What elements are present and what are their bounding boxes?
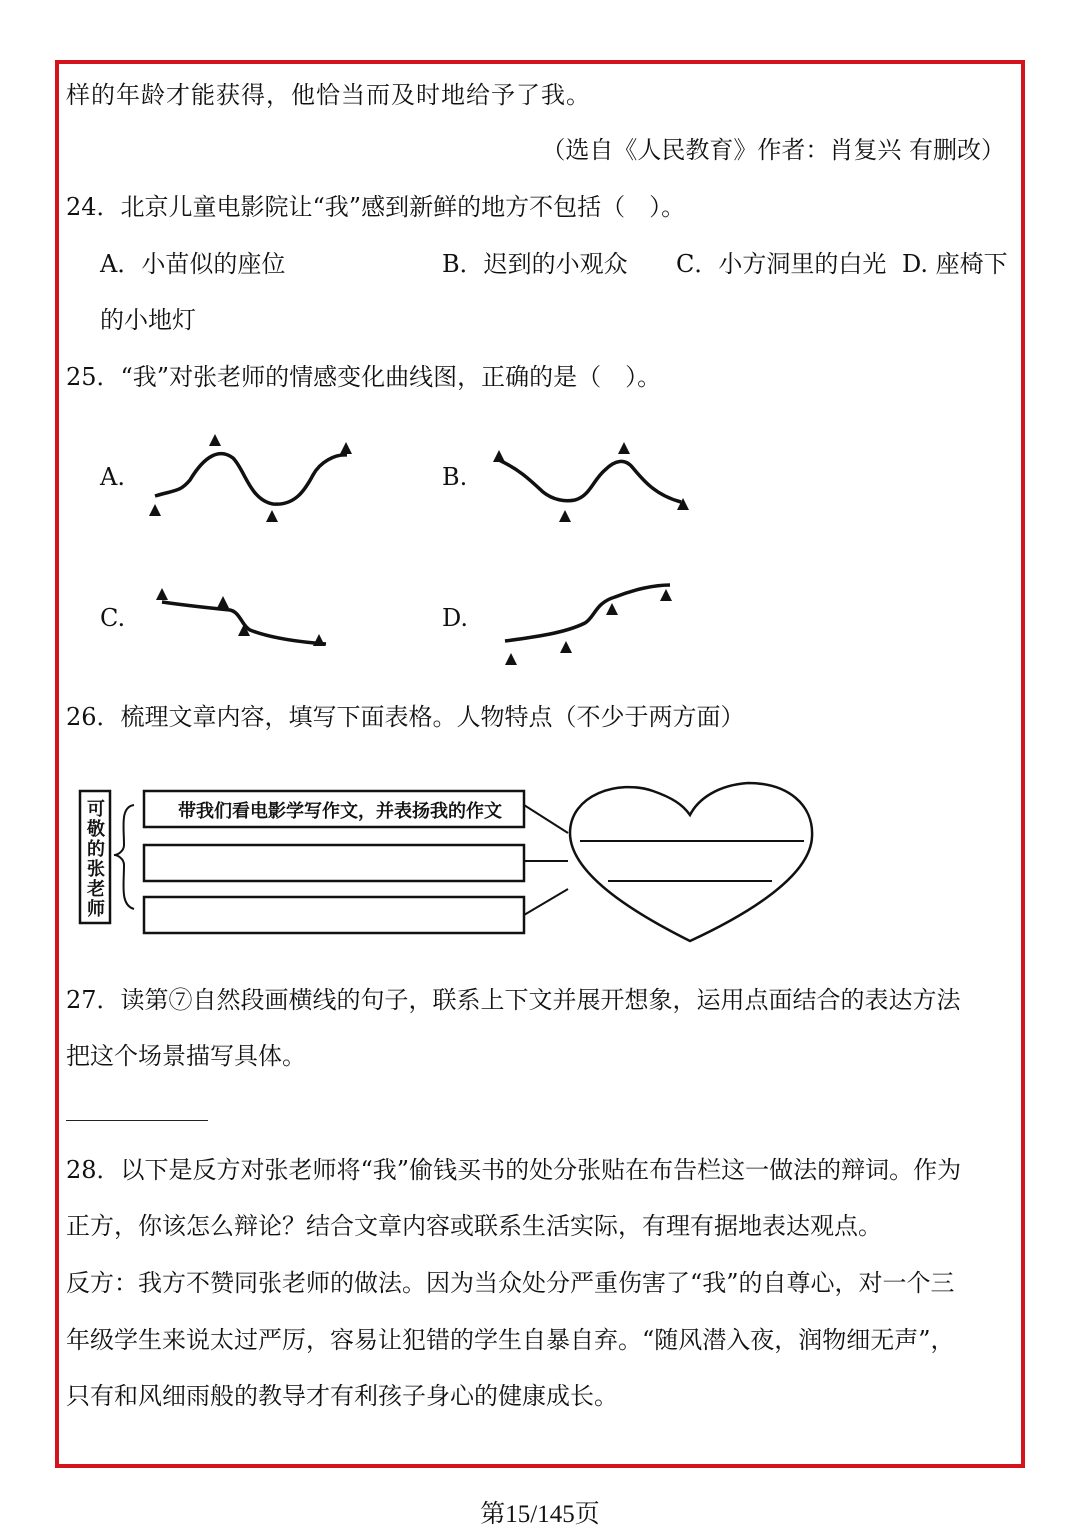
passage-source: （选自《人民教育》作者：肖复兴 有删改） bbox=[541, 136, 1005, 164]
q25-stem: 25．“我”对张老师的情感变化曲线图，正确的是（ ）。 bbox=[66, 363, 662, 391]
q28-line5: 只有和风细雨般的教导才有利孩子身心的健康成长。 bbox=[66, 1382, 618, 1410]
q27-answer-line bbox=[66, 1120, 208, 1121]
q24-option-d: D. 座椅下 bbox=[902, 250, 1008, 278]
q24-option-a: A．小苗似的座位 bbox=[100, 250, 286, 278]
q28-line3: 反方：我方不赞同张老师的做法。因为当众处分严重伤害了“我”的自尊心，对一个三 bbox=[66, 1269, 955, 1297]
q25-curve-d bbox=[495, 575, 695, 675]
q26-row1-text: 带我们看电影学写作文，并表扬我的作文 bbox=[178, 801, 502, 822]
q27-line2: 把这个场景描写具体。 bbox=[66, 1042, 306, 1070]
page-number: 第15/145页 bbox=[480, 1501, 600, 1528]
q25-curve-c bbox=[150, 578, 340, 668]
q26-stem: 26．梳理文章内容，填写下面表格。人物特点（不少于两方面） bbox=[66, 703, 745, 731]
q28-line4: 年级学生来说太过严厉，容易让犯错的学生自暴自弃。“随风潜入夜，润物细无声”， bbox=[66, 1326, 955, 1354]
q25-label-b: B. bbox=[442, 463, 468, 491]
q25-label-c: C. bbox=[100, 604, 126, 632]
q25-curve-a bbox=[145, 430, 365, 530]
q26-side-label: 可敬的张老师 bbox=[87, 799, 105, 920]
passage-last-line: 样的年龄才能获得，他恰当而及时地给予了我。 bbox=[66, 81, 591, 109]
q26-table-frame bbox=[78, 765, 838, 945]
q28-line2: 正方，你该怎么辩论？结合文章内容或联系生活实际，有理有据地表达观点。 bbox=[66, 1212, 882, 1240]
q25-label-a: A. bbox=[100, 463, 125, 491]
q24-option-d-continued: 的小地灯 bbox=[100, 306, 196, 334]
q24-stem: 24．北京儿童电影院让“我”感到新鲜的地方不包括（ ）。 bbox=[66, 193, 686, 221]
q24-option-b: B．迟到的小观众 bbox=[442, 250, 628, 278]
q28-line1: 28．以下是反方对张老师将“我”偷钱买书的处分张贴在布告栏这一做法的辩词。作为 bbox=[66, 1156, 962, 1184]
q25-label-d: D. bbox=[442, 604, 469, 632]
q25-curve-b bbox=[485, 430, 705, 530]
q27-line1: 27．读第⑦自然段画横线的句子，联系上下文并展开想象，运用点面结合的表达方法 bbox=[66, 986, 961, 1014]
q24-option-c: C．小方洞里的白光 bbox=[676, 250, 887, 278]
